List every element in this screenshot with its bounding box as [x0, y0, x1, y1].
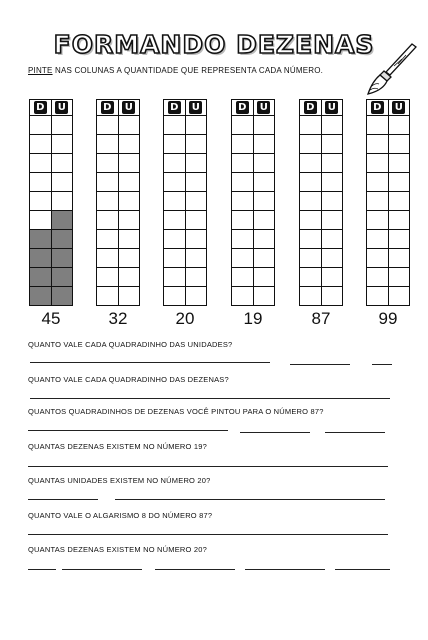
question-text: QUANTAS DEZENAS EXISTEM NO NÚMERO 20?	[28, 545, 207, 554]
question-text: QUANTO VALE CADA QUADRADINHO DAS UNIDADES?	[28, 340, 233, 349]
column-grid[interactable]	[96, 116, 140, 306]
tens-label: D	[101, 101, 114, 114]
instruction-rest: NAS COLUNAS A QUANTIDADE QUE REPRESENTA CADA NÚMERO.	[52, 66, 324, 75]
units-label: U	[122, 101, 135, 114]
tens-label: D	[34, 101, 47, 114]
place-value-column	[29, 99, 73, 306]
tens-label: D	[371, 101, 384, 114]
place-value-column	[96, 99, 140, 306]
column-header	[299, 99, 343, 116]
answer-line[interactable]	[30, 362, 270, 363]
answer-line[interactable]	[245, 569, 325, 570]
answer-line[interactable]	[155, 569, 235, 570]
column-header	[96, 99, 140, 116]
units-label: U	[189, 101, 202, 114]
answer-line[interactable]	[290, 364, 350, 365]
tens-label: D	[304, 101, 317, 114]
units-label: U	[55, 101, 68, 114]
worksheet-title: FORMANDO DEZENAS	[53, 30, 375, 59]
column-number: 19	[243, 309, 263, 328]
column-number: 32	[108, 309, 128, 328]
answer-line[interactable]	[335, 569, 390, 570]
answer-line[interactable]	[30, 398, 390, 399]
column-grid[interactable]	[231, 116, 275, 306]
column-number: 99	[378, 309, 398, 328]
column-header	[163, 99, 207, 116]
column-header	[29, 99, 73, 116]
question-text: QUANTO VALE O ALGARISMO 8 DO NÚMERO 87?	[28, 511, 213, 520]
answer-line[interactable]	[115, 499, 385, 500]
column-number: 45	[41, 309, 61, 328]
instruction-text	[28, 66, 323, 75]
answer-line[interactable]	[325, 432, 385, 433]
answer-line[interactable]	[28, 466, 388, 467]
tens-label: D	[168, 101, 181, 114]
column-grid[interactable]	[366, 116, 410, 306]
question-text: QUANTAS UNIDADES EXISTEM NO NÚMERO 20?	[28, 476, 211, 485]
place-value-column	[366, 99, 410, 306]
units-label: U	[257, 101, 270, 114]
grid-lines-overlay	[30, 116, 72, 305]
place-value-column	[231, 99, 275, 306]
answer-line[interactable]	[28, 499, 98, 500]
column-header	[231, 99, 275, 116]
question-text: QUANTO VALE CADA QUADRADINHO DAS DEZENAS?	[28, 375, 229, 384]
paintbrush-icon	[360, 40, 418, 98]
answer-line[interactable]	[28, 430, 228, 431]
answer-line[interactable]	[28, 569, 56, 570]
question-text: QUANTOS QUADRADINHOS DE DEZENAS VOCÊ PINTOU PARA O NÚMERO 87?	[28, 407, 324, 416]
column-header	[366, 99, 410, 116]
answer-line[interactable]	[240, 432, 310, 433]
tens-label: D	[236, 101, 249, 114]
place-value-column	[299, 99, 343, 306]
column-number: 20	[175, 309, 195, 328]
answer-line[interactable]	[28, 534, 388, 535]
column-grid[interactable]	[163, 116, 207, 306]
units-label: U	[392, 101, 405, 114]
units-label: U	[325, 101, 338, 114]
answer-line[interactable]	[62, 569, 142, 570]
instruction-lead: PINTE	[28, 66, 53, 75]
column-grid[interactable]	[29, 116, 73, 306]
column-number: 87	[311, 309, 331, 328]
place-value-column	[163, 99, 207, 306]
answer-line[interactable]	[372, 364, 392, 365]
question-text: QUANTAS DEZENAS EXISTEM NO NÚMERO 19?	[28, 442, 207, 451]
column-grid[interactable]	[299, 116, 343, 306]
